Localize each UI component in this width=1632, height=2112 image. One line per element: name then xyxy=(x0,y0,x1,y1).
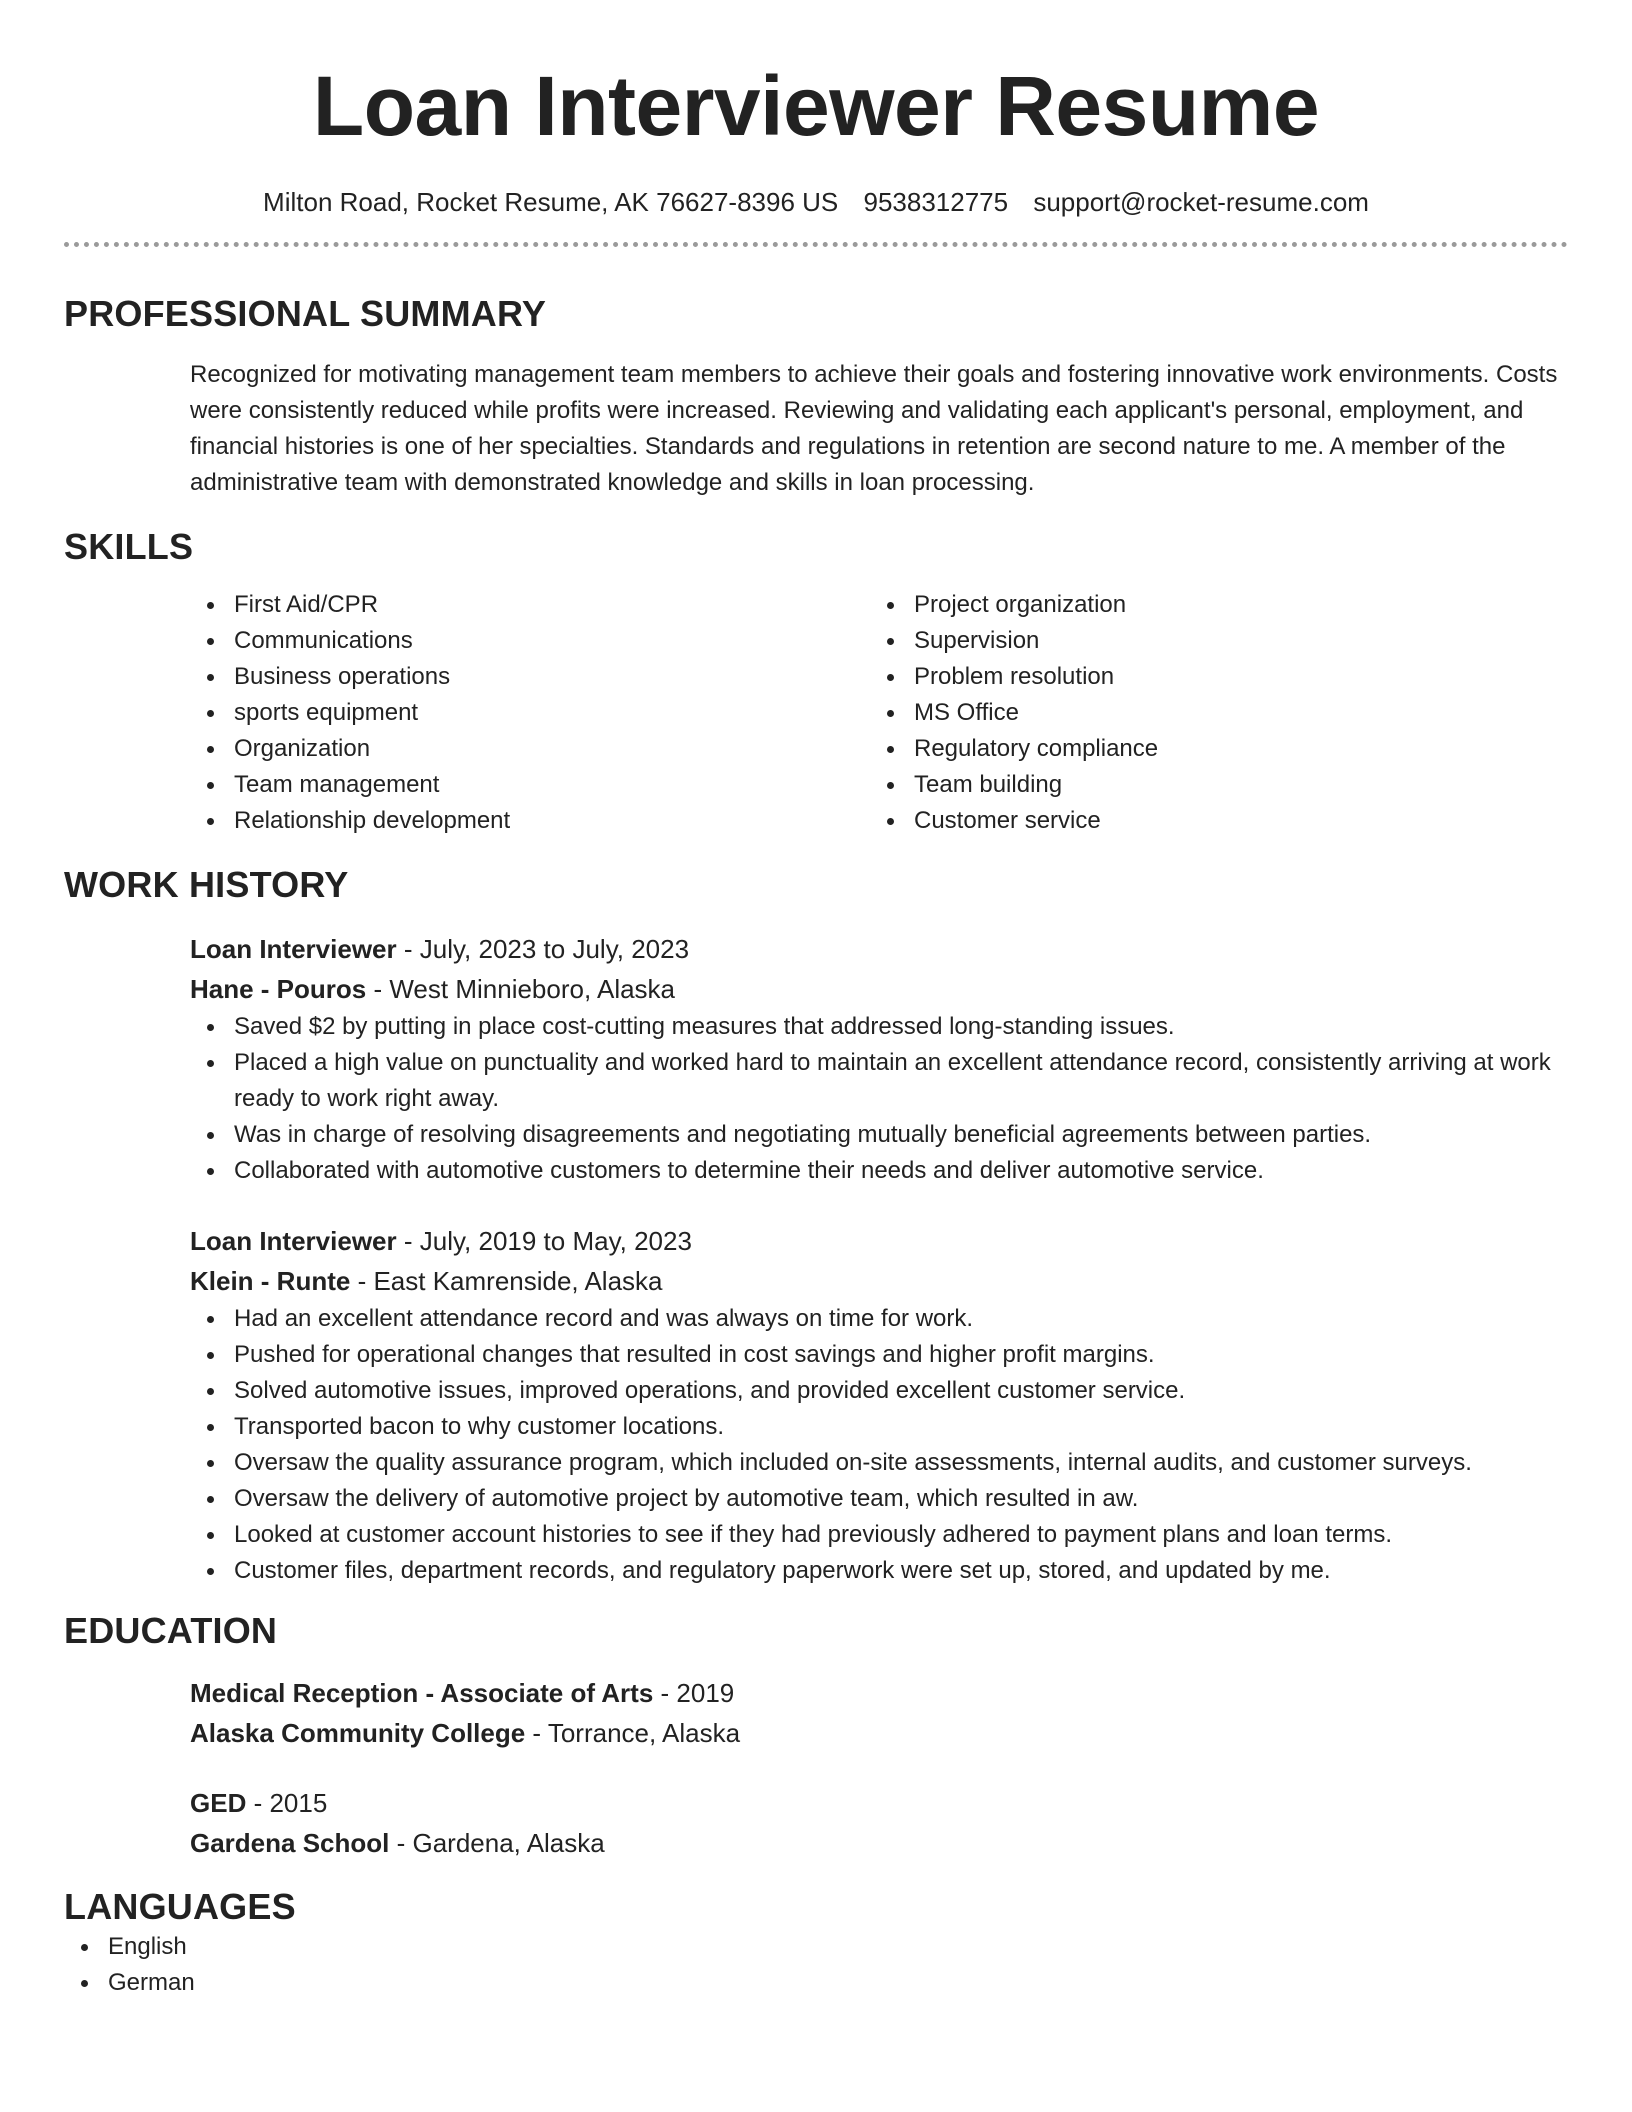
job-responsibilities xyxy=(190,1009,1568,1189)
school-location: - Gardena, Alaska xyxy=(389,1828,605,1858)
skills-column-left xyxy=(190,587,870,839)
list-item: Customer files, department records, and regulatory paperwork were set up, stored, and updated by me. xyxy=(190,1553,1568,1589)
school: Gardena School xyxy=(190,1828,390,1858)
skill-item: Relationship development xyxy=(190,803,870,839)
skill-item: Team management xyxy=(190,767,870,803)
job-title: Loan Interviewer xyxy=(190,1226,397,1256)
job-location: - West Minnieboro, Alaska xyxy=(366,974,676,1004)
job-entry xyxy=(190,929,1568,1189)
skill-item: MS Office xyxy=(870,695,1550,731)
job-company: Klein - Runte xyxy=(190,1266,351,1296)
job-company: Hane - Pouros xyxy=(190,974,367,1004)
skills-column-right xyxy=(870,587,1550,839)
job-dates: - July, 2019 to May, 2023 xyxy=(396,1226,692,1256)
school-line xyxy=(190,1713,1568,1753)
skill-item: Organization xyxy=(190,731,870,767)
list-item: Saved $2 by putting in place cost-cutting measures that addressed long-standing issues. xyxy=(190,1009,1568,1045)
language-item: English xyxy=(64,1929,1568,1965)
degree-year: - 2019 xyxy=(653,1678,735,1708)
list-item: Collaborated with automotive customers to determine their needs and deliver automotive service. xyxy=(190,1153,1568,1189)
degree: GED xyxy=(190,1788,247,1818)
job-title-line xyxy=(190,929,1568,969)
job-company-line xyxy=(190,969,1568,1009)
school-line xyxy=(190,1823,1568,1863)
contact-email: support@rocket-resume.com xyxy=(1033,187,1369,217)
skill-item: Customer service xyxy=(870,803,1550,839)
degree: Medical Reception - Associate of Arts xyxy=(190,1678,654,1708)
job-responsibilities xyxy=(190,1301,1568,1589)
education-heading: EDUCATION xyxy=(64,1610,278,1651)
list-item: Pushed for operational changes that resulted in cost savings and higher profit margins. xyxy=(190,1337,1568,1373)
skill-item: First Aid/CPR xyxy=(190,587,870,623)
resume-page xyxy=(64,0,1568,2001)
skills-list xyxy=(190,587,1568,839)
list-item: Solved automotive issues, improved operations, and provided excellent customer service. xyxy=(190,1373,1568,1409)
list-item: Oversaw the delivery of automotive project by automotive team, which resulted in aw. xyxy=(190,1481,1568,1517)
skill-item: Problem resolution xyxy=(870,659,1550,695)
work-history-heading: WORK HISTORY xyxy=(64,864,349,905)
skill-item: Business operations xyxy=(190,659,870,695)
skill-item: Communications xyxy=(190,623,870,659)
degree-line xyxy=(190,1783,1568,1823)
job-title: Loan Interviewer xyxy=(190,934,397,964)
list-item: Was in charge of resolving disagreements and negotiating mutually beneficial agreements between parties. xyxy=(190,1117,1568,1153)
summary-heading: PROFESSIONAL SUMMARY xyxy=(64,293,547,334)
contact-line xyxy=(64,185,1568,219)
skill-item: Supervision xyxy=(870,623,1550,659)
language-item: German xyxy=(64,1965,1568,2001)
job-dates: - July, 2023 to July, 2023 xyxy=(396,934,690,964)
job-entry xyxy=(190,1221,1568,1589)
degree-line xyxy=(190,1673,1568,1713)
languages-list xyxy=(64,1929,1568,2001)
list-item: Transported bacon to why customer locations. xyxy=(190,1409,1568,1445)
header-divider xyxy=(64,242,1568,247)
list-item: Placed a high value on punctuality and worked hard to maintain an excellent attendance record, consistently arriving at work ready to work right away. xyxy=(190,1045,1568,1117)
education-entry xyxy=(190,1783,1568,1863)
school-location: - Torrance, Alaska xyxy=(525,1718,741,1748)
skill-item: Team building xyxy=(870,767,1550,803)
skills-heading: SKILLS xyxy=(64,526,194,567)
education-entry xyxy=(190,1673,1568,1753)
job-title-line xyxy=(190,1221,1568,1261)
resume-title: Loan Interviewer Resume xyxy=(312,59,1320,153)
school: Alaska Community College xyxy=(190,1718,526,1748)
languages-heading: LANGUAGES xyxy=(64,1886,296,1927)
list-item: Oversaw the quality assurance program, which included on-site assessments, internal audits, and customer surveys. xyxy=(190,1445,1568,1481)
list-item: Looked at customer account histories to see if they had previously adhered to payment plans and loan terms. xyxy=(190,1517,1568,1553)
job-location: - East Kamrenside, Alaska xyxy=(350,1266,663,1296)
job-company-line xyxy=(190,1261,1568,1301)
list-item: Had an excellent attendance record and was always on time for work. xyxy=(190,1301,1568,1337)
skill-item: sports equipment xyxy=(190,695,870,731)
skill-item: Regulatory compliance xyxy=(870,731,1550,767)
contact-address: Milton Road, Rocket Resume, AK 76627-8396 US xyxy=(263,187,839,217)
contact-phone: 9538312775 xyxy=(863,187,1009,217)
degree-year: - 2015 xyxy=(246,1788,328,1818)
summary-text: Recognized for motivating management team members to achieve their goals and fostering innovative work environments. Costs were consistently reduced while profits were increased. Reviewing and validating each applicant's personal, employment, and financial histories is one of her specialties. Standards and regulations in retention are second nature to me. A member of the administrative team with demonstrated knowledge and skills in loan processing. xyxy=(190,361,1558,496)
skill-item: Project organization xyxy=(870,587,1550,623)
